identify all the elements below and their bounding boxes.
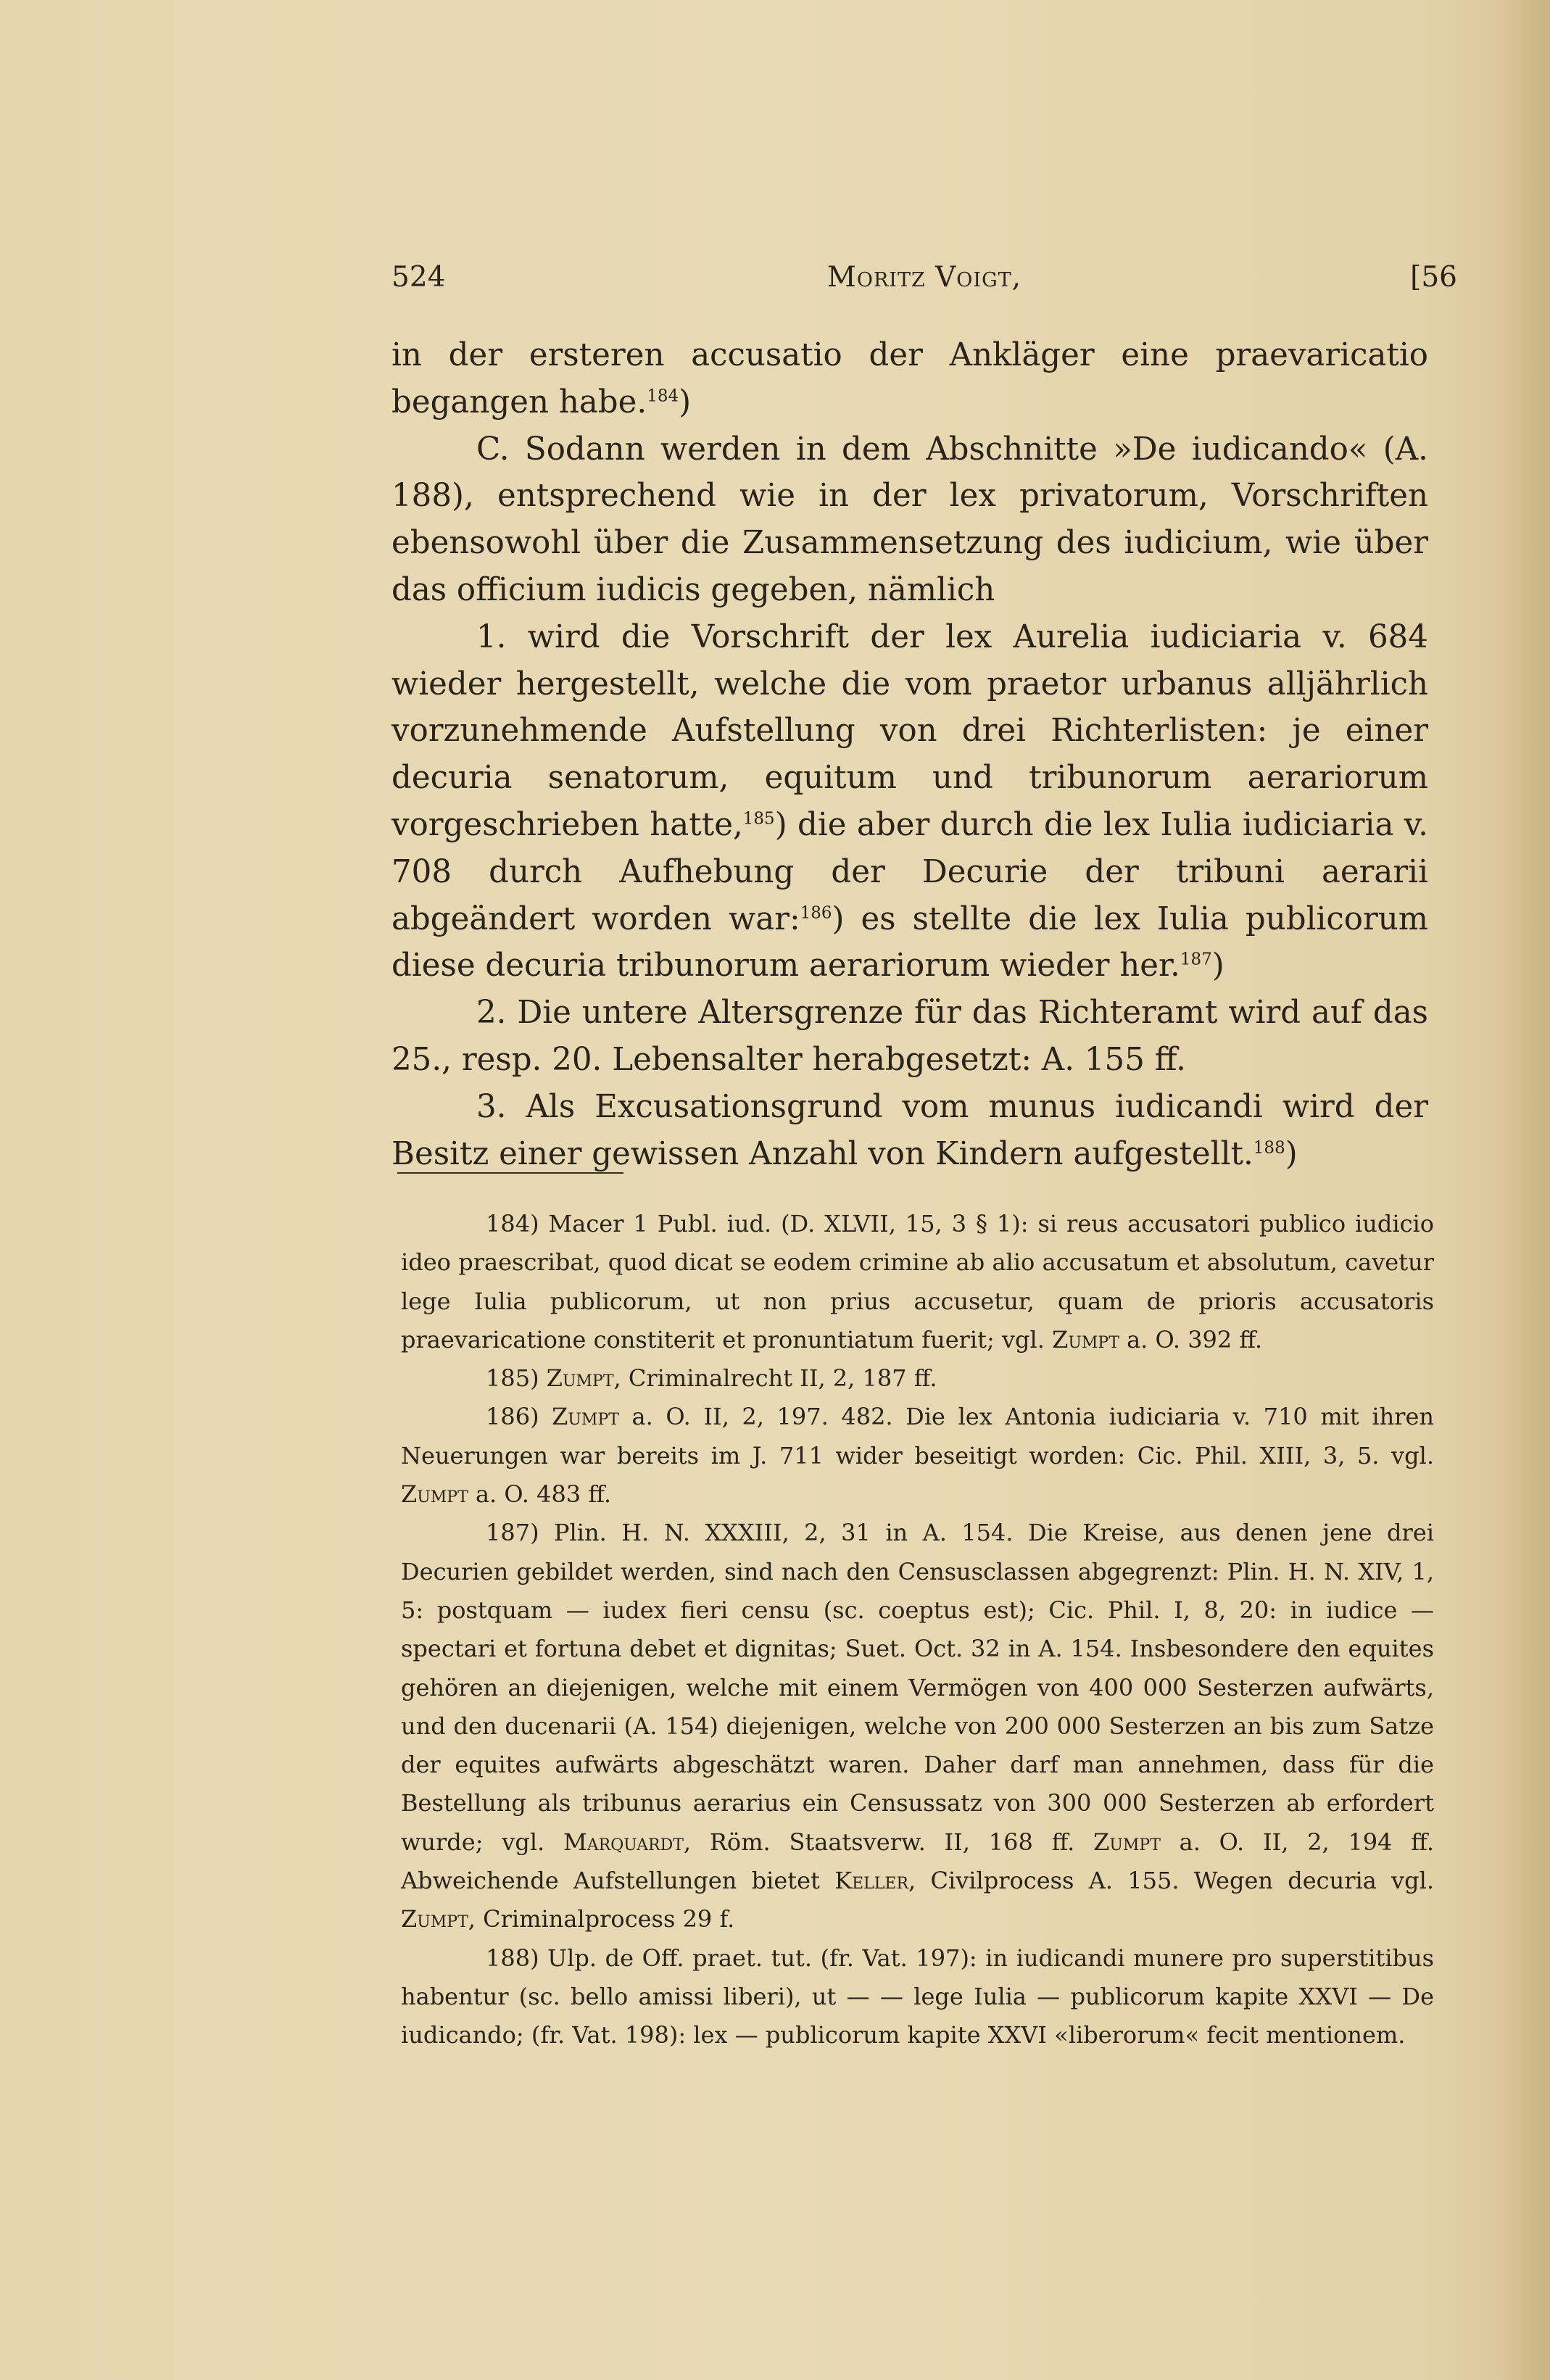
- footnote-186-number: 186): [486, 1403, 539, 1431]
- footnote-186: [401, 1398, 1434, 1514]
- paragraph-1-end: ): [679, 383, 692, 420]
- paragraph-1-text: in der ersteren accusatio der Ankläger eine praevaricatio begangen habe.: [391, 337, 1428, 420]
- author-name: Zumpt: [1093, 1828, 1161, 1856]
- author-name: Zumpt,: [401, 1905, 476, 1933]
- footnote-186-text: a. O. II, 2, 197. 482. Die lex Antonia iudiciaria v. 710 mit ihren Neuerungen war bereits im J. 711 wider beseitigt worden: Cic. Phil. XIII, 3, 5. vgl.: [401, 1403, 1435, 1469]
- footnote-187: [401, 1514, 1434, 1939]
- footnote-187-text-c: a. O. II, 2, 194 ff. Abweichende Aufstellungen bietet: [401, 1828, 1435, 1895]
- paragraph-3-end: ): [1211, 948, 1224, 984]
- page-header: [391, 261, 1457, 304]
- footnotes: [401, 1205, 1434, 2055]
- footnote-185: [401, 1359, 1434, 1398]
- footnote-184-end: a. O. 392 ff.: [1127, 1325, 1263, 1353]
- footnote-187-end: Criminalprocess 29 f.: [483, 1905, 735, 1933]
- footnote-184: [401, 1205, 1434, 1359]
- paragraph-3: [391, 614, 1428, 990]
- footnote-188: 188) Ulp. de Off. praet. tut. (fr. Vat. 197): in iudicandi munere pro superstitibus habentur (sc. bello amissi liberi), ut — — lege Iulia — publicorum kapite XXVI — De iudicando; (fr. Vat. 198): lex — publicorum kapite XXVI «liberorum« fecit mentionem.: [401, 1944, 1434, 2049]
- author-name: Zumpt: [1052, 1325, 1119, 1353]
- footnote-ref-184: 184: [647, 386, 679, 406]
- main-text: [391, 332, 1428, 1177]
- footnote-185-number: 185): [486, 1364, 539, 1393]
- footnote-187-text-d: Civilprocess A. 155. Wegen decuria vgl.: [930, 1867, 1435, 1895]
- paragraph-5-end: ): [1285, 1135, 1298, 1172]
- footnote-187-text: 187) Plin. H. N. XXXIII, 2, 31 in A. 154. Die Kreise, aus denen jene drei Decurien gebildet werden, sind nach den Censusclassen abgegrenzt: Plin. H. N. XIV, 1, 5: postquam — iudex fieri censu (sc. coeptus est); Cic. Phil. I, 8, 20: in iudice — spectari et fortuna debet et dignitas; Suet. Oct. 32 in A. 154. Insbesondere den equites gehören an diejenigen, welche mit einem Vermögen von 400 000 Sesterzen aufwärts, und den ducenarii (A. 154) diejenigen, welche von 200 000 Sesterzen an bis zum Satze der equites aufwärts abgeschätzt waren. Daher darf man annehmen, dass für die Bestellung als tribunus aerarius ein Censussatz von 300 000 Sesterzen ab erfordert wurde; vgl.: [401, 1519, 1434, 1856]
- page-edge-shadow: [1499, 0, 1550, 2380]
- paragraph-4: 2. Die untere Altersgrenze für das Richteramt wird auf das 25., resp. 20. Lebensalter herabgesetzt: A. 155 ff.: [391, 995, 1428, 1078]
- paragraph-2: C. Sodann werden in dem Abschnitte »De iudicando« (A. 188), entsprechend wie in der lex privatorum, Vorschriften ebensowohl über die Zusammensetzung des iudicium, wie über das officium iudicis gegeben, nämlich: [391, 431, 1428, 608]
- footnote-ref-187: 187: [1180, 950, 1212, 969]
- page-reference: [56: [1410, 261, 1457, 294]
- page-number: 524: [391, 261, 446, 294]
- author-name: Zumpt: [401, 1480, 468, 1509]
- footnote-185-text: Criminalrecht II, 2, 187 ff.: [628, 1364, 937, 1393]
- footnote-ref-186: 186: [800, 903, 832, 923]
- footnote-ref-185: 185: [742, 809, 775, 829]
- paragraph-5-text: 3. Als Excusationsgrund vom munus iudicandi wird der Besitz einer gewissen Anzahl von Kindern aufgestellt.: [391, 1088, 1428, 1172]
- footnote-divider: [397, 1172, 623, 1174]
- paragraph-3-part-a: 1. wird die Vorschrift der lex Aurelia iudiciaria v. 684 wieder hergestellt, welche die vom praetor urbanus alljährlich vorzunehmende Aufstellung von drei Richterlisten: je einer decuria senatorum, equitum und tribunorum aerariorum vorgeschrieben hatte,: [391, 618, 1428, 843]
- running-head: Moritz Voigt,: [826, 261, 1022, 294]
- author-name: Marquardt,: [563, 1828, 692, 1856]
- footnote-186-end: a. O. 483 ff.: [475, 1480, 612, 1509]
- footnote-187-text-b: Röm. Staatsverw. II, 168 ff.: [709, 1828, 1075, 1856]
- footnote-ref-188: 188: [1253, 1138, 1285, 1158]
- paragraph-5: [391, 1084, 1428, 1178]
- author-name: Zumpt,: [546, 1364, 621, 1393]
- footnote-184-text: 184) Macer 1 Publ. iud. (D. XLVII, 15, 3 § 1): si reus accusatori publico iudicio ideo praescribat, quod dicat se eodem crimine ab alio accusatum et absolutum, cavetur lege Iulia publicorum, ut non prius accusetur, quam de prioris accusatoris praevaricatione constiterit et pronuntiatum fuerit; vgl.: [401, 1210, 1434, 1353]
- paragraph-3-part-c: ) es stellte die lex Iulia publicorum diese decuria tribunorum aerariorum wieder her.: [391, 900, 1429, 984]
- author-name: Keller,: [834, 1867, 916, 1895]
- paragraph-3-part-b: ) die aber durch die lex Iulia iudiciaria v. 708 durch Aufhebung der Decurie der tribuni aerarii abgeändert worden war:: [391, 806, 1429, 937]
- paragraph-1: [391, 332, 1428, 426]
- author-name: Zumpt: [552, 1403, 619, 1431]
